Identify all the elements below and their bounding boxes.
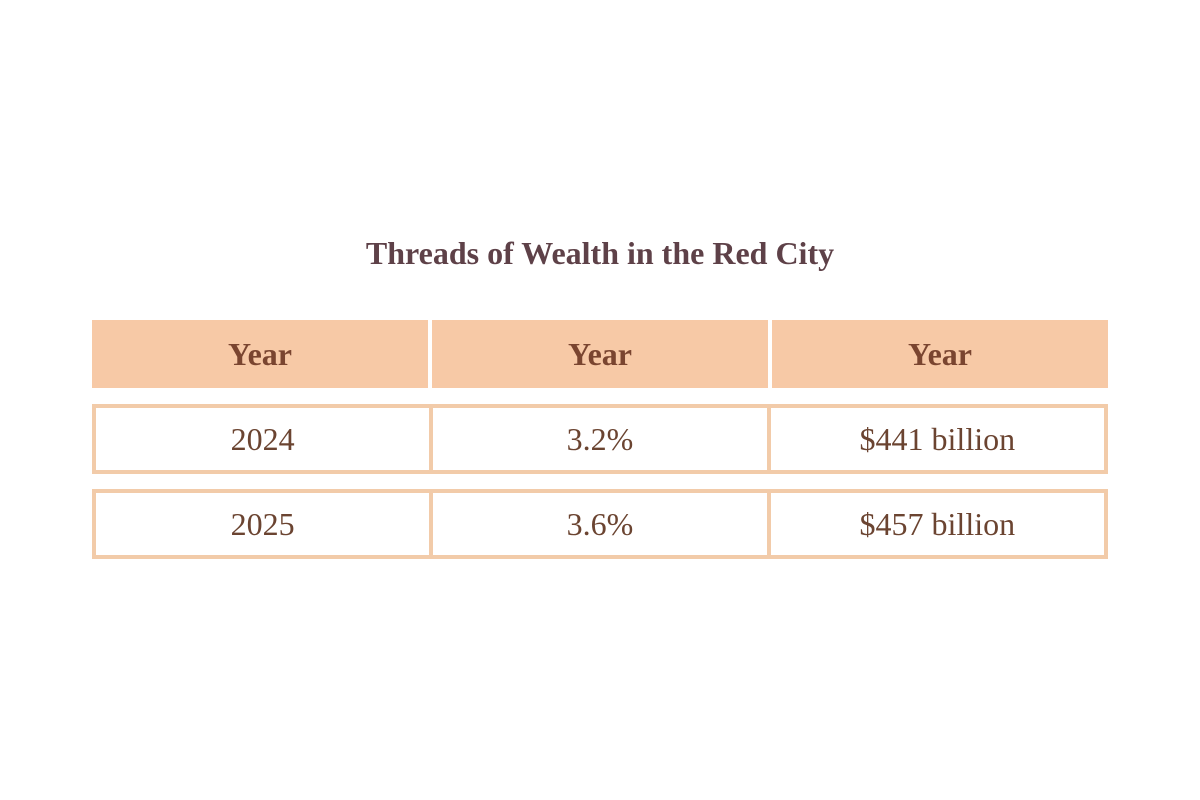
table-cell-amount: $441 billion bbox=[767, 408, 1104, 470]
table-header-row bbox=[92, 320, 1108, 388]
table-cell-amount: $457 billion bbox=[767, 493, 1104, 555]
column-header-3: Year bbox=[768, 320, 1108, 388]
table-cell-year: 2024 bbox=[230, 420, 295, 457]
table-cell-rate: 3.2% bbox=[429, 408, 766, 470]
column-header-1: Year bbox=[92, 320, 428, 388]
table-row bbox=[92, 489, 1108, 559]
column-header-2: Year bbox=[428, 320, 768, 388]
table-row bbox=[92, 404, 1108, 474]
table-cell-rate: 3.6% bbox=[429, 493, 766, 555]
table-cell-year: 2025 bbox=[230, 505, 295, 542]
table-title: Threads of Wealth in the Red City bbox=[365, 235, 835, 271]
